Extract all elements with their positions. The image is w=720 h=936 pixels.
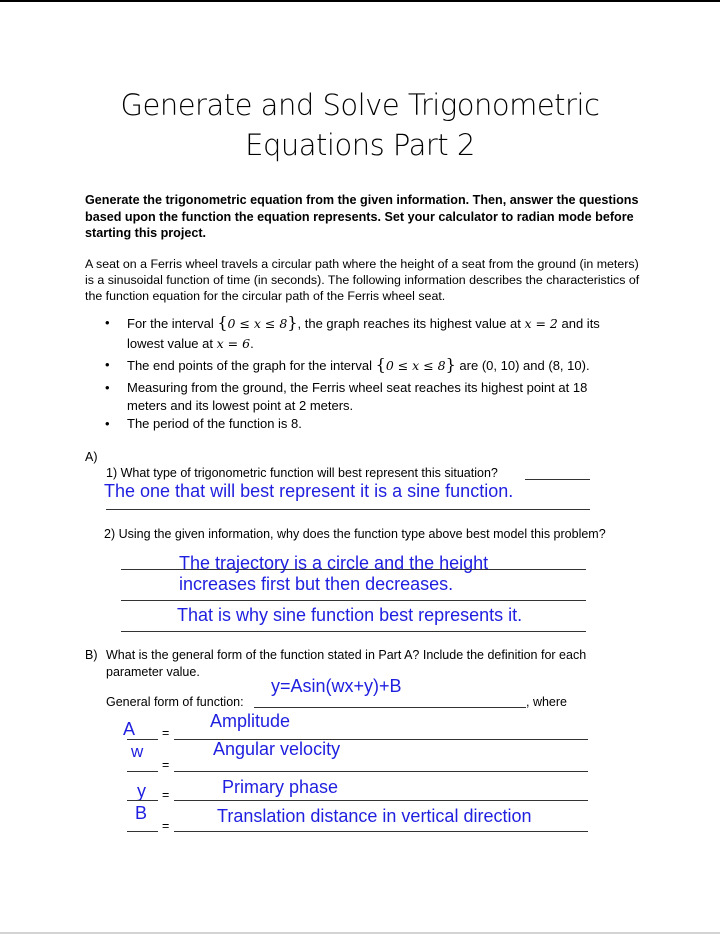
bottom-border xyxy=(0,932,720,934)
answer-a2-line-1[interactable]: The trajectory is a circle and the height xyxy=(179,553,489,573)
param-definition-3[interactable]: Primary phase xyxy=(222,777,339,797)
param-symbol-4[interactable]: B xyxy=(135,803,148,823)
question-b-line-2: parameter value. xyxy=(106,665,200,679)
question-a2: 2) Using the given information, why does the function type above best model this problem? xyxy=(104,527,606,541)
bullet-1-line-2: lowest value at x = 6. xyxy=(127,336,254,351)
bullet-dot: • xyxy=(105,380,110,395)
answer-line xyxy=(174,831,588,832)
title-line-1: Generate and Solve Trigonometric xyxy=(120,88,600,122)
answer-line xyxy=(525,479,590,480)
answer-line xyxy=(121,600,586,601)
general-form-where: , where xyxy=(526,695,567,709)
title-line-2: Equations Part 2 xyxy=(245,128,475,162)
equals-sign: = xyxy=(162,758,170,772)
equals-sign: = xyxy=(162,788,170,802)
bullet-2: The end points of the graph for the interval {0 ≤ x ≤ 8} are (0, 10) and (8, 10). xyxy=(127,355,590,374)
bullet-3-line-1: Measuring from the ground, the Ferris wheel seat reaches its highest point at 18 xyxy=(127,380,588,395)
answer-line xyxy=(121,631,586,632)
answer-line xyxy=(127,831,158,832)
equals-sign: = xyxy=(162,819,170,833)
param-definition-2[interactable]: Angular velocity xyxy=(213,739,341,759)
answer-a2-line-3[interactable]: That is why sine function best represents it. xyxy=(177,605,523,625)
bullet-3-line-2: meters and its lowest point at 2 meters. xyxy=(127,398,354,413)
bullet-4: The period of the function is 8. xyxy=(127,416,302,431)
param-definition-4[interactable]: Translation distance in vertical direction xyxy=(217,806,532,826)
question-a1: 1) What type of trigonometric function will best represent this situation? xyxy=(106,466,498,480)
instructions: Generate the trigonometric equation from the given information. Then, answer the questions based upon the function the equation represents. Set your calculator to radian mode before starting this project. xyxy=(85,193,639,240)
param-definition-1[interactable]: Amplitude xyxy=(210,711,291,731)
answer-line xyxy=(121,569,586,570)
question-b-line-1: What is the general form of the function stated in Part A? Include the definition for each xyxy=(106,648,587,662)
param-symbol-1[interactable]: A xyxy=(123,719,136,739)
bullet-1-line-1: For the interval {0 ≤ x ≤ 8}, the graph reaches its highest value at x = 2 and its xyxy=(127,313,600,332)
equals-sign: = xyxy=(162,726,170,740)
answer-line xyxy=(174,800,588,801)
top-border xyxy=(0,0,720,2)
answer-a2-line-2[interactable]: increases first but then decreases. xyxy=(179,574,454,594)
param-symbol-3[interactable]: y xyxy=(137,781,146,801)
answer-line xyxy=(254,707,526,708)
bullet-dot: • xyxy=(105,315,110,330)
bullet-dot: • xyxy=(105,416,110,431)
answer-line xyxy=(106,509,590,510)
answer-a1[interactable]: The one that will best represent it is a sine function. xyxy=(104,481,514,501)
answer-line xyxy=(127,771,158,772)
param-symbol-2[interactable]: w xyxy=(131,742,144,761)
answer-line xyxy=(127,739,158,740)
answer-line xyxy=(127,800,158,801)
part-b-label: B) xyxy=(85,648,98,662)
general-form-answer[interactable]: y=Asin(wx+y)+B xyxy=(271,676,402,696)
answer-line xyxy=(174,771,588,772)
intro-paragraph: A seat on a Ferris wheel travels a circular path where the height of a seat from the ground (in meters) is a sinusoidal function of time (in seconds). The following information describes the characteristics of the function equation for the circular path of the Ferris wheel seat. xyxy=(85,257,640,303)
part-a-label: A) xyxy=(85,450,98,464)
bullet-dot: • xyxy=(105,357,110,372)
general-form-label: General form of function: xyxy=(106,695,244,709)
